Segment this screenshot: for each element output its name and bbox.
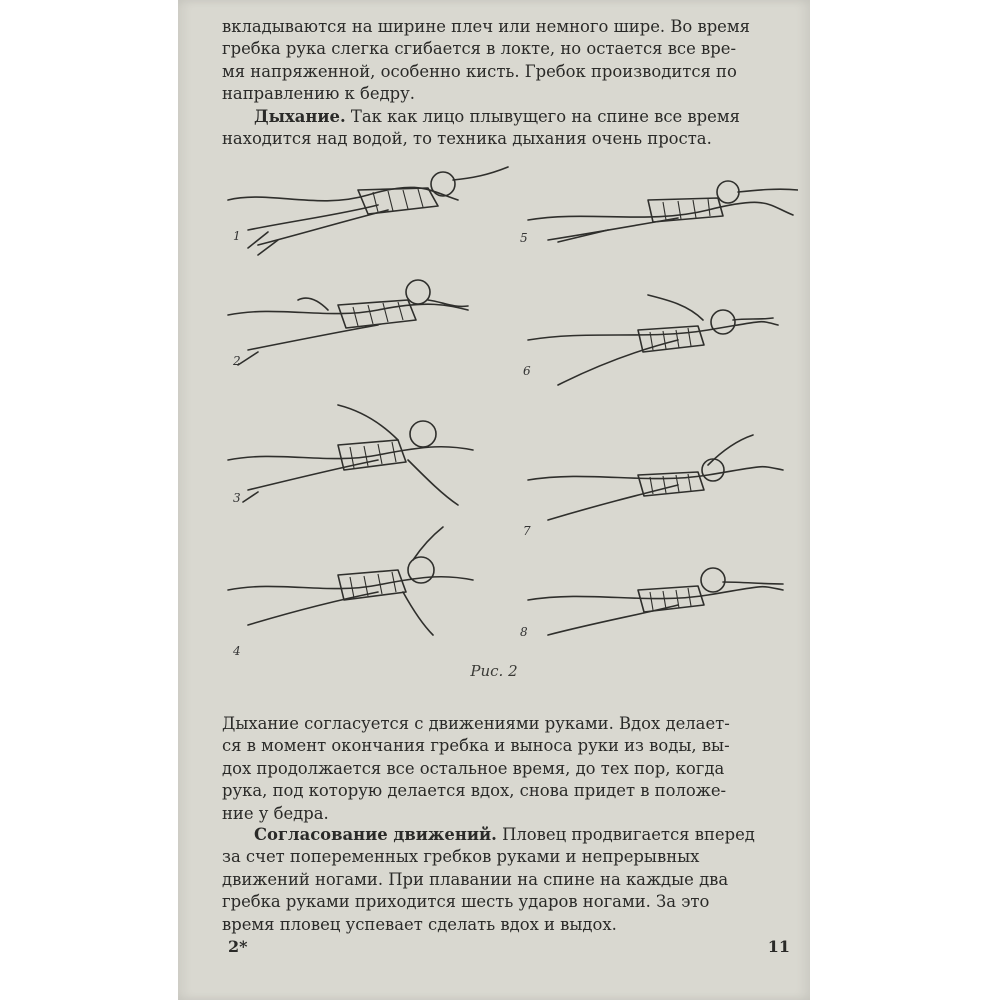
figure-label: 2: [233, 354, 241, 368]
breathing-heading: Дыхание.: [254, 107, 346, 126]
figure-label: 7: [523, 524, 531, 538]
text-line: находится над водой, то техника дыхания очень проста.: [222, 129, 712, 149]
swimmer-6: [528, 295, 778, 385]
swimmer-5: [528, 181, 798, 242]
text-fragment: Пловец продвигается вперед: [502, 825, 755, 844]
coordination-heading: Согласование движений.: [254, 825, 497, 844]
figure-label: 6: [523, 364, 531, 378]
swimmer-illustration: [208, 150, 798, 660]
swimmer-4: [228, 527, 473, 635]
text-line: ние у бедра.: [222, 803, 329, 823]
text-line: дох продолжается все остальное время, до тех пор, когда: [222, 758, 725, 778]
book-page: [178, 0, 810, 1000]
figure-label: 4: [233, 644, 241, 658]
text-line: Дыхание согласуется с движениями руками. Вдох делает-: [222, 714, 730, 733]
swimmer-8: [528, 568, 783, 635]
text-line: [222, 824, 778, 846]
breathing-paragraph: [222, 106, 778, 151]
figure-label: 1: [233, 229, 241, 243]
page-number: 11: [767, 937, 790, 956]
text-line: время пловец успевает сделать вдох и выдох.: [222, 914, 617, 934]
swimmer-2: [228, 280, 468, 365]
after-figure-paragraph: [222, 713, 778, 825]
figure-label: 3: [233, 491, 241, 505]
text-fragment: Так как лицо плывущего на спине все время: [350, 107, 740, 126]
text-line: за счет попеременных гребков руками и непрерывных: [222, 847, 700, 867]
signature-mark: 2*: [228, 937, 248, 956]
text-line: направлению к бедру.: [222, 84, 416, 104]
swimmer-1: [228, 167, 508, 255]
text-line: ся в момент окончания гребка и выноса руки из воды, вы-: [222, 736, 730, 756]
text-line: движений ногами. При плавании на спине на каждые два: [222, 869, 729, 889]
top-paragraph: [222, 16, 778, 106]
text-line: вкладываются на ширине плеч или немного шире. Во время: [222, 17, 750, 36]
text-line: гребка руками приходится шесть ударов ногами. За это: [222, 892, 710, 912]
swimmer-7: [528, 435, 783, 520]
swimmer-figure: [208, 150, 798, 660]
text-line: мя напряженной, особенно кисть. Гребок производится по: [222, 61, 737, 81]
figure-label: 5: [520, 231, 528, 245]
text-line: рука, под которую делается вдох, снова придет в положе-: [222, 781, 727, 801]
text-line: [222, 106, 778, 128]
swimmer-3: [228, 405, 473, 505]
figure-label: 8: [520, 625, 528, 639]
text-line: гребка рука слегка сгибается в локте, но остается все вре-: [222, 39, 736, 59]
figure-caption: Рис. 2: [470, 662, 518, 680]
coordination-paragraph: [222, 824, 778, 936]
